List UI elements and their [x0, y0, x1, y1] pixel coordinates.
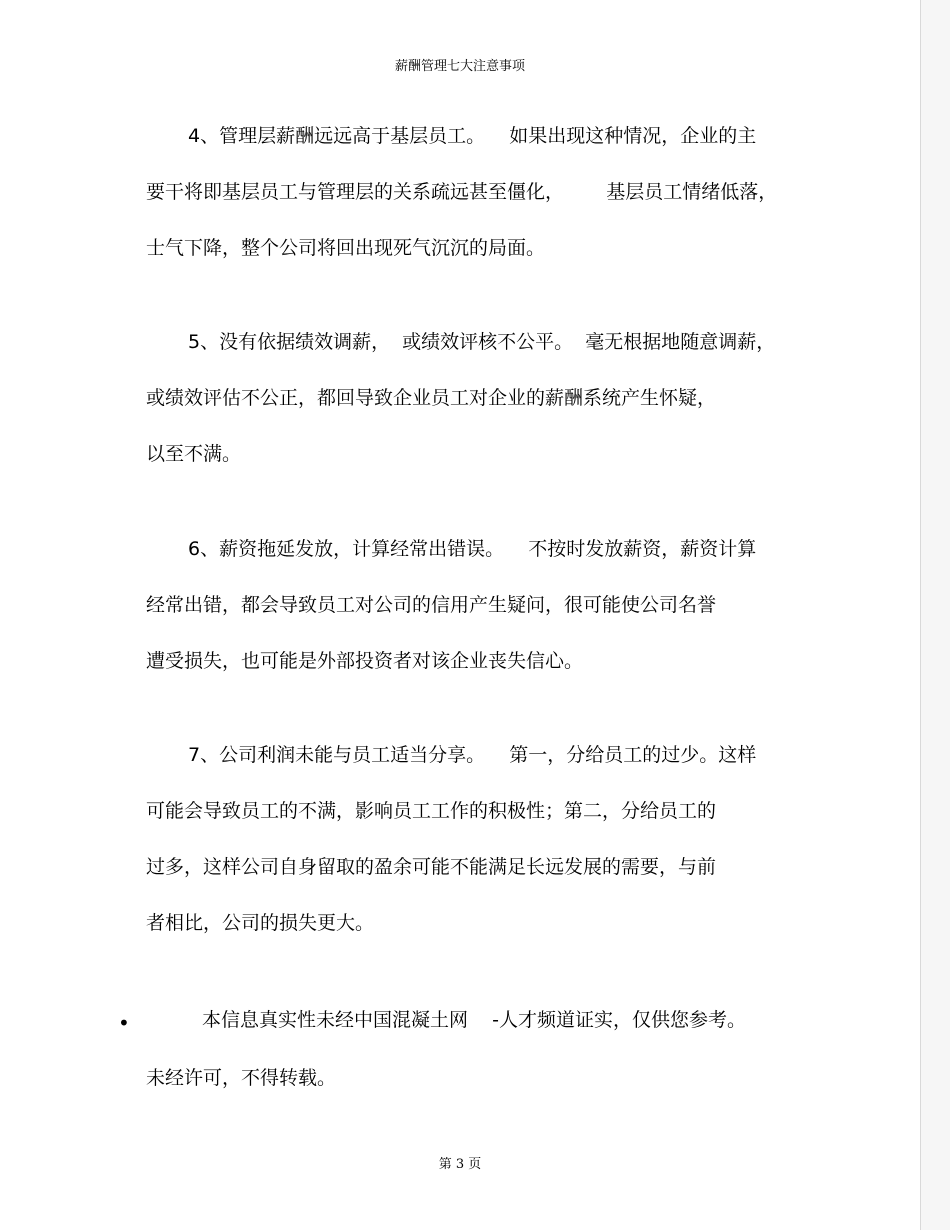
page-header-title: 薪酬管理七大注意事项 [394, 59, 525, 74]
paragraph-line: 士气下降，整个公司将回出现死气沉沉的局面。 [146, 237, 546, 259]
paragraph-line: 遭受损失，也可能是外部投资者对该企业丧失信心。 [146, 650, 584, 672]
paragraph-line: 6、薪资拖延发放，计算经常出错误。 不按时发放薪资，薪资计算 [188, 538, 757, 560]
notice-line: 本信息真实性未经中国混凝土网 -人才频道证实，仅供您参考。 [202, 1009, 747, 1031]
paragraph-line: 以至不满。 [146, 443, 242, 465]
paragraph-line: 或绩效评估不公正，都回导致企业员工对企业的薪酬系统产生怀疑， [146, 387, 717, 409]
paragraph-line: 者相比，公司的损失更大。 [146, 912, 375, 934]
page-number: 第 3 页 [438, 1157, 482, 1172]
bullet-icon: • [118, 1011, 130, 1035]
paragraph-line: 4、管理层薪酬远远高于基层员工。 如果出现这种情况，企业的主 [188, 125, 757, 147]
paragraph-line: 5、没有依据绩效调薪， 或绩效评核不公平。 毫无根据地随意调薪， [188, 331, 776, 353]
viewer-gutter [921, 0, 950, 1230]
notice-line: 未经许可，不得转载。 [146, 1067, 337, 1089]
paragraph-line: 7、公司利润未能与员工适当分享。 第一，分给员工的过少。这样 [188, 744, 757, 766]
paragraph-line: 要干将即基层员工与管理层的关系疏远甚至僵化， 基层员工情绪低落， [146, 181, 778, 203]
paragraph-line: 可能会导致员工的不满，影响员工工作的积极性；第二，分给员工的 [146, 800, 717, 822]
paragraph-line: 经常出错，都会导致员工对公司的信用产生疑问，很可能使公司名誉 [146, 594, 717, 616]
paragraph-line: 过多，这样公司自身留取的盈余可能不能满足长远发展的需要，与前 [146, 856, 717, 878]
